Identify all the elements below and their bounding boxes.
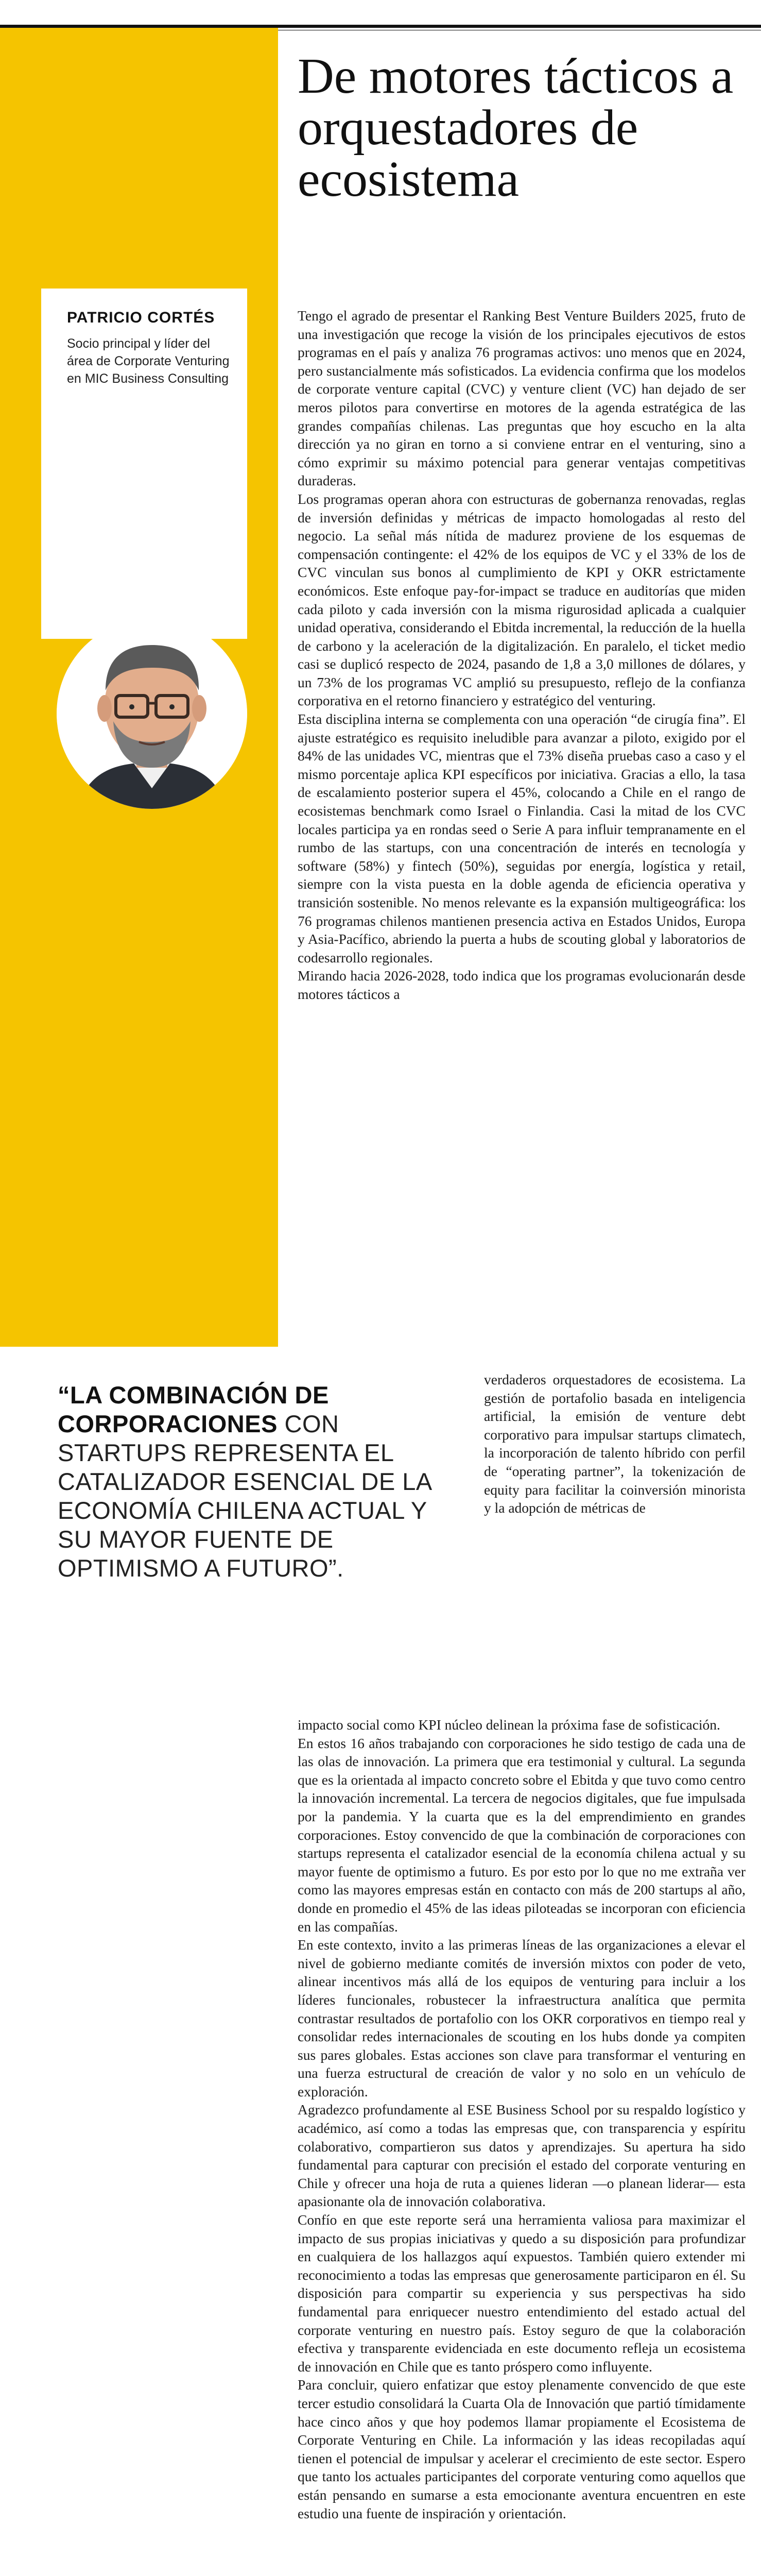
body-paragraph: Los programas operan ahora con estructuras de gobernanza renovadas, reglas de inversión definidas y métricas de impacto homologadas al resto del negocio. La señal más nítida de madurez proviene de los esquemas de compensación contingente: el 42% de los equipos de VC y el 33% de los de CVC vinculan sus bonos al cumplimiento de KPI y OKR estrictamente económicos. Este enfoque pay-for-impact se traduce en auditorías que miden cada piloto y cada inversión con la misma rigurosidad aplicada a cualquier unidad operativa, considerando el Ebitda incremental, la reducción de la huella de carbono y la aceleración de la digitalización. En paralelo, el ticket medio casi se duplicó respecto de 2024, pasando de 1,8 a 3,0 millones de dólares, y un 73% de los programas VC amplió su presupuesto, reflejo de la confianza corporativa en el retorno financiero y estratégico del venturing. — [298, 490, 746, 709]
body-paragraph: Agradezco profundamente al ESE Business School por su respaldo logístico y académico, así como a todas las empresas que, con transparencia y espíritu colaborativo, compartieron sus datos y aprendizajes. Su apertura ha sido fundamental para capturar con precisión el estado del corporate venturing en Chile y ofrecer una hoja de ruta a quienes lideran —o planean liderar— esta apasionante ola de innovación colaborativa. — [298, 2102, 746, 2210]
author-avatar — [57, 618, 247, 809]
pull-quote-rest: CON STARTUPS REPRESENTA EL CATALIZADOR ESENCIAL DE LA ECONOMÍA CHILENA ACTUAL Y SU MAYOR FUENTE DE OPTIMISMO A FUTURO”. — [58, 1410, 431, 1582]
article-body-top — [298, 307, 746, 1004]
article-body-mid — [484, 1370, 746, 1517]
body-paragraph: En este contexto, invito a las primeras líneas de las organizaciones a elevar el nivel de gobierno mediante comités de inversión mixtos con poder de veto, alinear incentivos más allá de los equipos de venturing para incluir a los líderes funcionales, robustecer la infraestructura analítica que permita contrastar resultados de portafolio con los OKR corporativos en tiempo real y consolidar redes internacionales de scouting en los hubs donde ya compiten sus pares globales. Estas acciones son clave para transformar el venturing en una fuerza estructural de creación de valor y no solo en un vehículo de exploración. — [298, 1937, 746, 2099]
body-paragraph: verdaderos orquestadores de ecosistema. La gestión de portafolio basada en inteligencia artificial, la emisión de venture debt corporativo para impulsar startups climatech, la incorporación de talento híbrido con perfil de “operating partner”, la tokenización de equity para facilitar la coinversión minorista y la adopción de métricas de — [484, 1371, 746, 1516]
body-paragraph: Confío en que este reporte será una herramienta valiosa para maximizar el impacto de sus propias iniciativas y quedo a su disposición para profundizar en cualquiera de los hallazgos aquí expuestos. También quiero extender mi reconocimiento a todas las empresas que generosamente participaron en él. Su disposición para compartir su experiencia y sus perspectivas ha sido fundamental para enriquecer nuestro entendimiento del estado actual del corporate venturing en nuestro país. Estoy seguro de que la colaboración efectiva y transparente evidenciada en este documento refleja un ecosistema de innovación en Chile que es tanto próspero como influyente. — [298, 2212, 746, 2375]
body-paragraph: impacto social como KPI núcleo delinean la próxima fase de sofisticación. — [298, 1717, 720, 1733]
article-title: De motores tácticos a orquestadores de ecosistema — [298, 48, 734, 207]
body-paragraph: Para concluir, quiero enfatizar que estoy plenamente convencido de que este tercer estudio consolidará la Cuarta Ola de Innovación que partió tímidamente hace cinco años y que hoy podemos llamar propiamente el Ecosistema de Corporate Venturing en Chile. La información y las ideas recopiladas aquí tienen el potencial de impulsar y acelerar el crecimiento de este sector. Espero que tanto los actuales participantes del corporate venturing como aquellos que están pensando en sumarse a esta emocionante aventura encuentren en este estudio una fuente de inspiración y orientación. — [298, 2377, 746, 2521]
body-paragraph: Tengo el agrado de presentar el Ranking Best Venture Builders 2025, fruto de una investigación que recoge la visión de los principales ejecutivos de estos programas en el país y analiza 76 programas activos: uno menos que en 2024, pero sustancialmente más sofisticados. La evidencia confirma que los modelos de corporate venture capital (CVC) y venture client (VC) han dejado de ser meros pilotos para convertirse en motores de la agenda estratégica de las grandes compañías chilenas. Las preguntas que hoy escucho en la alta dirección ya no giran en torno a si conviene entrar en el venturing, sino a cómo exprimir su máximo potencial para generar ventajas competitivas duraderas. — [298, 308, 746, 489]
body-paragraph: Mirando hacia 2026-2028, todo indica que los programas evolucionarán desde motores tácticos a — [298, 968, 746, 1002]
body-paragraph: Esta disciplina interna se complementa con una operación “de cirugía fina”. El ajuste estratégico es requisito ineludible para avanzar a piloto, exigido por el 84% de las unidades VC, mientras que el 73% diseña pruebas caso a caso y el mismo porcentaje aplica KPI específicos por iniciativa. Gracias a ello, la tasa de escalamiento posterior supera el 45%, colocando a Chile en el rango de ecosistemas benchmark como Israel o Finlandia. Casi la mitad de los CVC locales participa ya en rondas seed o Serie A para influir tempranamente en el rumbo de las startups, con una concentración de interés en tecnología y software (58%) y fintech (50%), seguidas por energía, logística y retail, siempre con la vista puesta en la doble agenda de eficiencia operativa y transición sostenible. No menos relevante es la expansión multigeográfica: los 76 programas chilenos mantienen presencia activa en Estados Unidos, Europa y Asia-Pacífico, abriendo la puerta a hubs de scouting global y laboratorios de codesarrollo regionales. — [298, 711, 746, 965]
pull-quote-bold: “LA COMBINACIÓN DE CORPORACIONES — [58, 1381, 329, 1437]
body-paragraph: En estos 16 años trabajando con corporaciones he sido testigo de cada una de las olas de innovación. La primera que era testimonial y cultural. La segunda que es la orientada al impacto concreto sobre el Ebitda y que tuvo como centro la innovación incremental. La tercera de negocios digitales, que fue impulsada por la pandemia. Y la cuarta que es la del emprendimiento en grandes corporaciones. Estoy convencido de que la combinación de corporaciones con startups representa el catalizador esencial de la economía chilena actual y su mayor fuente de optimismo a futuro. Es por esto por lo que no me extraña ver como las mayores empresas están en contacto con más de 200 startups al año, donde en promedio el 45% de las ideas piloteadas se incorporan con eficiencia en las compañías. — [298, 1735, 746, 1935]
author-name: PATRICIO CORTÉS — [67, 309, 215, 326]
article-body-bottom — [298, 1716, 746, 2522]
pull-quote — [58, 1381, 459, 1583]
author-role: Socio principal y líder del área de Corporate Venturing en MIC Business Consulting — [67, 336, 230, 386]
